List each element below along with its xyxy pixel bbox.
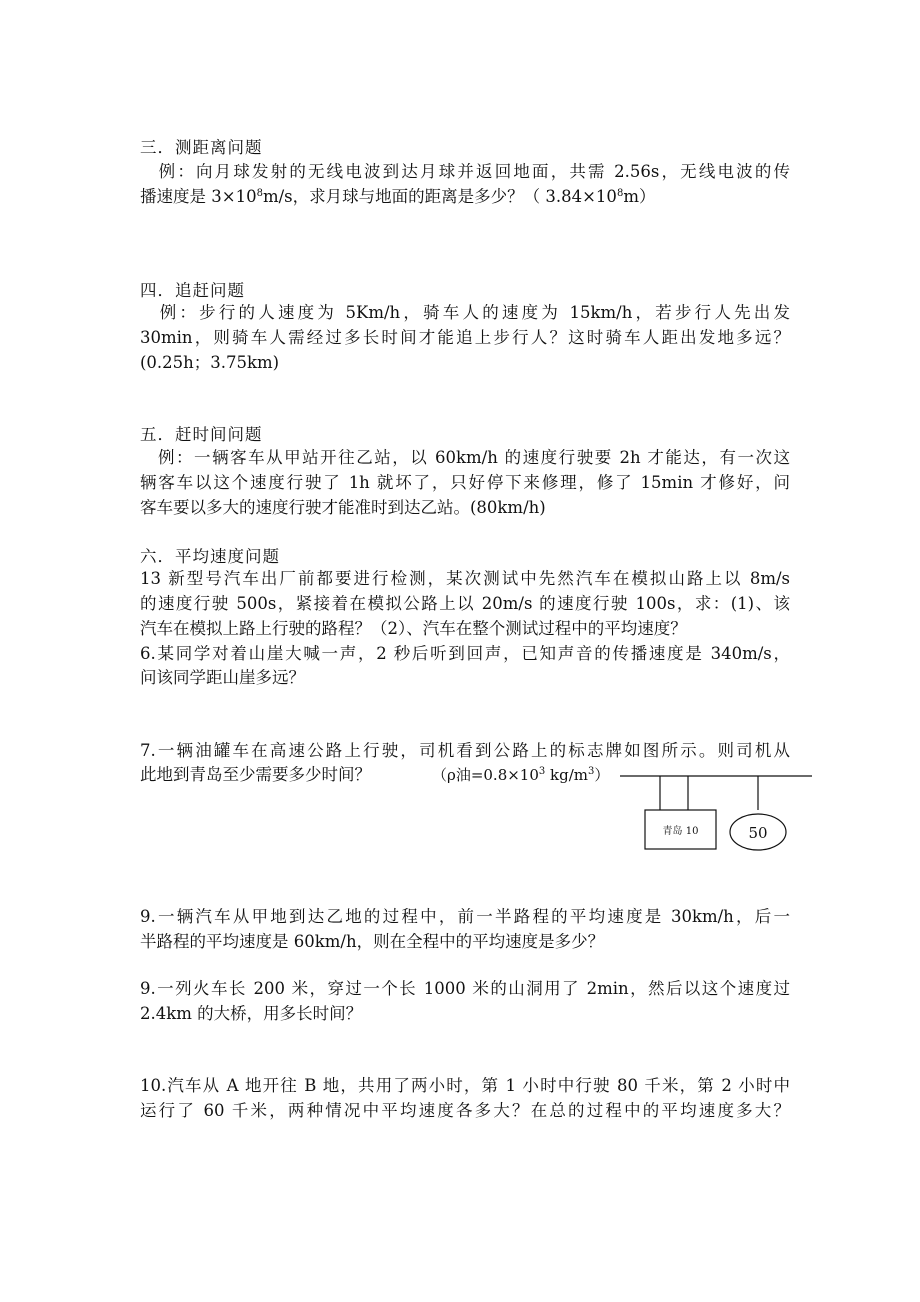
section-5-line-2: 辆客车以这个速度行驶了 1h 就坏了，只好停下来修理，修了 15min 才修好，问	[140, 473, 790, 492]
question-6-line-1: 6.某同学对着山崖大喊一声，2 秒后听到回声，已知声音的传播速度是 340m/s，	[140, 644, 790, 663]
section-3-line-2	[140, 186, 790, 208]
question-9b-line-1: 9.一列火车长 200 米，穿过一个长 1000 米的山洞用了 2min，然后以这个速度过	[140, 979, 790, 998]
question-10-line-2: 运行了 60 千米，两种情况中平均速度各多大？在总的过程中的平均速度多大？	[140, 1101, 790, 1120]
section-3-line-2b: m/s，求月球与地面的距离是多少？（ 3.84×10	[262, 187, 617, 206]
exponent: 3	[588, 766, 595, 777]
exponent: 8	[256, 188, 263, 199]
section-3-line-1: 例：向月球发射的无线电波到达月球并返回地面，共需 2.56s，无线电波的传	[140, 162, 790, 181]
density-hint-c: ）	[594, 766, 610, 784]
section-4-line-1: 例：步行的人速度为 5Km/h，骑车人的速度为 15km/h，若步行人先出发	[140, 303, 790, 322]
exponent: 3	[538, 766, 546, 777]
density-hint-a: （ρ油=0.8×10	[432, 766, 539, 784]
question-13-line-1: 13 新型号汽车出厂前都要进行检测，某次测试中先然汽车在模拟山路上以 8m/s	[140, 569, 790, 588]
section-5-line-1: 例：一辆客车从甲站开往乙站，以 60km/h 的速度行驶要 2h 才能达，有一次这	[140, 448, 790, 467]
question-9a-line-1: 9.一辆汽车从甲地到达乙地的过程中，前一半路程的平均速度是 30km/h，后一	[140, 907, 790, 926]
question-7-line-1: 7.一辆油罐车在高速公路上行驶，司机看到公路上的标志牌如图所示。则司机从	[140, 741, 790, 760]
section-5-heading: 五．赶时间问题	[140, 425, 263, 444]
section-3-line-2c: m）	[623, 187, 656, 206]
question-6-line-2: 问该同学距山崖多远？	[140, 668, 305, 687]
section-4-line-2: 30min，则骑车人需经过多长时间才能追上步行人？这时骑车人距出发地多远？	[140, 328, 790, 347]
question-9a-line-2: 半路程的平均速度是 60km/h，则在全程中的平均速度是多少？	[140, 932, 605, 951]
section-3-line-2a: 播速度是 3×10	[140, 187, 257, 206]
road-sign-diagram	[600, 760, 815, 860]
question-10-line-1: 10.汽车从 A 地开往 B 地，共用了两小时，第 1 小时中行驶 80 千米，第 2 小时中	[140, 1076, 790, 1095]
question-7-line-2: 此地到青岛至少需要多少时间？	[140, 765, 371, 784]
exponent: 8	[616, 188, 624, 199]
section-3-heading: 三．测距离问题	[140, 138, 263, 157]
question-9b-line-2: 2.4km 的大桥，用多长时间？	[140, 1004, 363, 1023]
density-hint-b: kg/m	[545, 766, 589, 784]
question-13-line-2: 的速度行驶 500s，紧接着在模拟公路上以 20m/s 的速度行驶 100s，求：(1)、该	[140, 594, 790, 613]
question-7-hint	[432, 764, 609, 786]
section-4-line-3: (0.25h；3.75km)	[140, 353, 280, 372]
question-13-line-3: 汽车在模拟上路上行驶的路程？（2）、汽车在整个测试过程中的平均速度？	[140, 619, 687, 638]
section-5-line-3: 客车要以多大的速度行驶才能准时到达乙站。(80km/h)	[140, 498, 546, 517]
section-4-heading: 四．追赶问题	[140, 281, 245, 300]
speed-limit-text: 50	[748, 824, 768, 842]
section-6-heading: 六．平均速度问题	[140, 547, 280, 566]
distance-sign-text: 青岛 10	[662, 826, 699, 837]
